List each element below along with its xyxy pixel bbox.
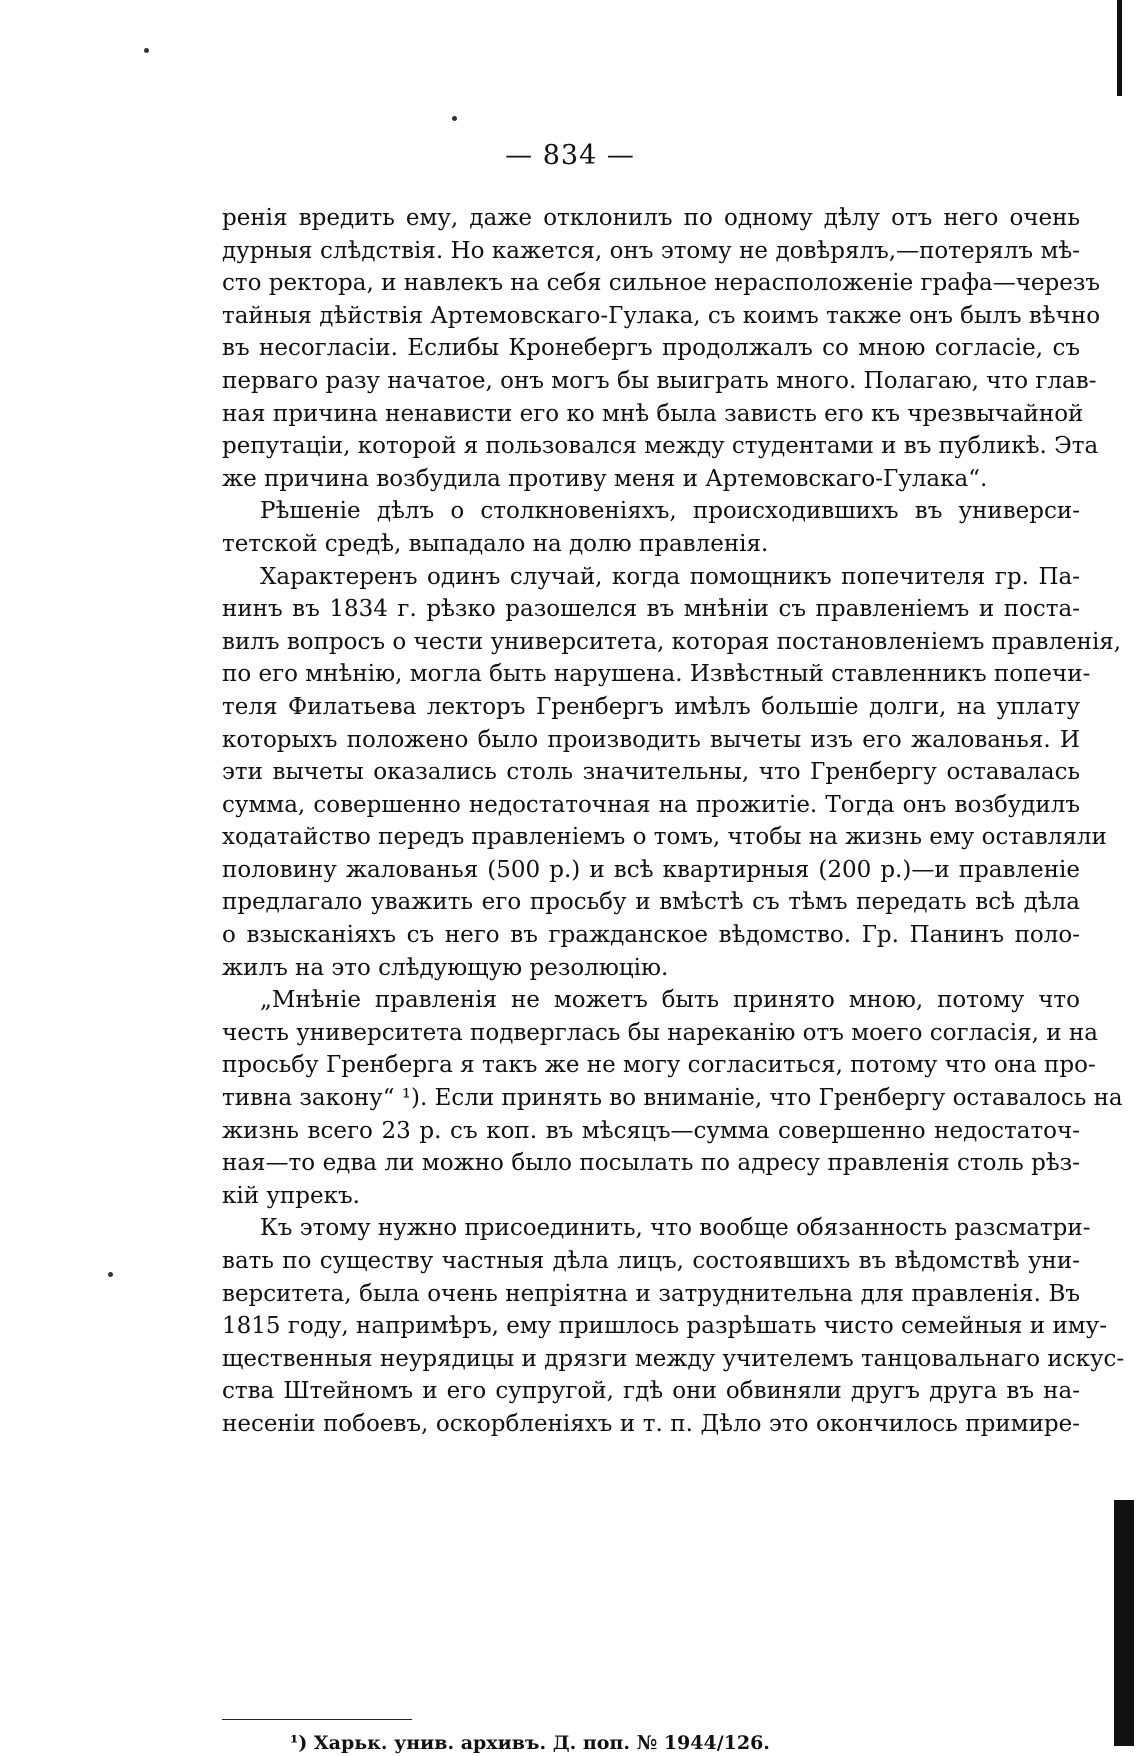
body-text (222, 202, 1125, 1441)
text-line: Рѣшеніе дѣлъ о столкновеніяхъ, происходившихъ въ универси- (260, 498, 1080, 525)
text-line: о взысканіяхъ съ него въ гражданское вѣдомство. Гр. Панинъ поло- (222, 922, 1080, 949)
scan-speck (452, 116, 457, 121)
text-line: дурныя слѣдствія. Но кажется, онъ этому не довѣрялъ,—потерялъ мѣ- (222, 237, 1080, 264)
text-line: 1815 году, напримѣръ, ему пришлось разрѣшать чисто семейныя и иму- (222, 1313, 1107, 1340)
text-line: теля Филатьева лекторъ Гренбергъ имѣлъ большіе долги, на уплату (222, 693, 1080, 720)
text-line: Къ этому нужно присоединить, что вообще обязанность разсматри- (260, 1215, 1091, 1242)
text-line: „Мнѣніе правленія не можетъ быть принято мною, потому что (260, 987, 1080, 1014)
text-line: ства Штейномъ и его супругой, гдѣ они обвиняли другъ друга въ на- (222, 1378, 1080, 1405)
text-line: щественныя неурядицы и дрязги между учителемъ танцовальнаго искус- (222, 1345, 1125, 1372)
text-line: эти вычеты оказались столь значительны, что Гренбергу оставалась (222, 759, 1080, 786)
text-line: жилъ на это слѣдующую резолюцію. (222, 954, 669, 981)
scan-speck (108, 1272, 113, 1277)
text-line: Характеренъ одинъ случай, когда помощникъ попечителя гр. Па- (260, 563, 1080, 590)
scan-speck (144, 48, 149, 53)
text-line: репутаціи, которой я пользовался между студентами и въ публикѣ. Эта (222, 433, 1099, 460)
text-line: несеніи побоевъ, оскорбленіяхъ и т. п. Дѣло это окончилось примире- (222, 1410, 1080, 1437)
text-line: вилъ вопросъ о чести университета, которая постановленіемъ правленія, (222, 628, 1122, 655)
text-line: верситета, была очень непріятна и затруднительна для правленія. Въ (222, 1280, 1080, 1307)
text-line: половину жалованья (500 р.) и всѣ квартирныя (200 р.)—и правленіе (222, 856, 1080, 883)
text-line: предлагало уважить его просьбу и вмѣстѣ съ тѣмъ передать всѣ дѣла (222, 889, 1080, 916)
text-line: честь университета подверглась бы нареканію отъ моего согласія, и на (222, 1019, 1098, 1046)
text-line: ная причина ненависти его ко мнѣ была зависть его къ чрезвычайной (222, 400, 1084, 427)
scan-edge-mark (1117, 0, 1122, 96)
text-line: по его мнѣнію, могла быть нарушена. Извѣстный ставленникъ попечи- (222, 661, 1091, 688)
text-line: тайныя дѣйствія Артемовскаго-Гулака, съ коимъ также онъ былъ вѣчно (222, 302, 1101, 329)
text-line: просьбу Гренберга я такъ же не могу согласиться, потому что она про- (222, 1052, 1096, 1079)
page-number: — 834 — (505, 140, 635, 171)
text-line: тивна закону“ ¹). Если принять во вниманіе, что Гренбергу оставалось на (222, 1085, 1123, 1112)
text-line: тетской средѣ, выпадало на долю правленія. (222, 530, 769, 557)
text-line: кій упрекъ. (222, 1182, 360, 1209)
text-line: ходатайство передъ правленіемъ о томъ, чтобы на жизнь ему оставляли (222, 824, 1107, 851)
text-line: ная—то едва ли можно было посылать по адресу правленія столь рѣз- (222, 1150, 1080, 1177)
text-line: сто ректора, и навлекъ на себя сильное нерасположеніе графа—черезъ (222, 270, 1101, 297)
text-line: перваго разу начатое, онъ могъ бы выиграть много. Полагаю, что глав- (222, 367, 1097, 394)
footnote: ¹) Харьк. унив. архивъ. Д. поп. № 1944/126. (290, 1732, 770, 1754)
text-line: вать по существу частныя дѣла лицъ, состоявшихъ въ вѣдомствѣ уни- (222, 1248, 1080, 1274)
text-line: въ несогласіи. Еслибы Кронебергъ продолжалъ со мною согласіе, съ (222, 335, 1080, 362)
text-line: которыхъ положено было производить вычеты изъ его жалованья. И (222, 726, 1080, 753)
footnote-rule (222, 1719, 412, 1720)
text-line: ренія вредить ему, даже отклонилъ по одному дѣлу отъ него очень (222, 205, 1080, 231)
scan-edge-mark (1114, 1500, 1134, 1746)
text-line: же причина возбудила противу меня и Артемовскаго-Гулака“. (222, 465, 988, 492)
text-line: нинъ въ 1834 г. рѣзко разошелся въ мнѣніи съ правленіемъ и поста- (222, 596, 1080, 623)
text-line: сумма, совершенно недостаточная на прожитіе. Тогда онъ возбудилъ (222, 791, 1080, 818)
text-line: жизнь всего 23 р. съ коп. въ мѣсяцъ—сумма совершенно недостаточ- (222, 1117, 1080, 1144)
